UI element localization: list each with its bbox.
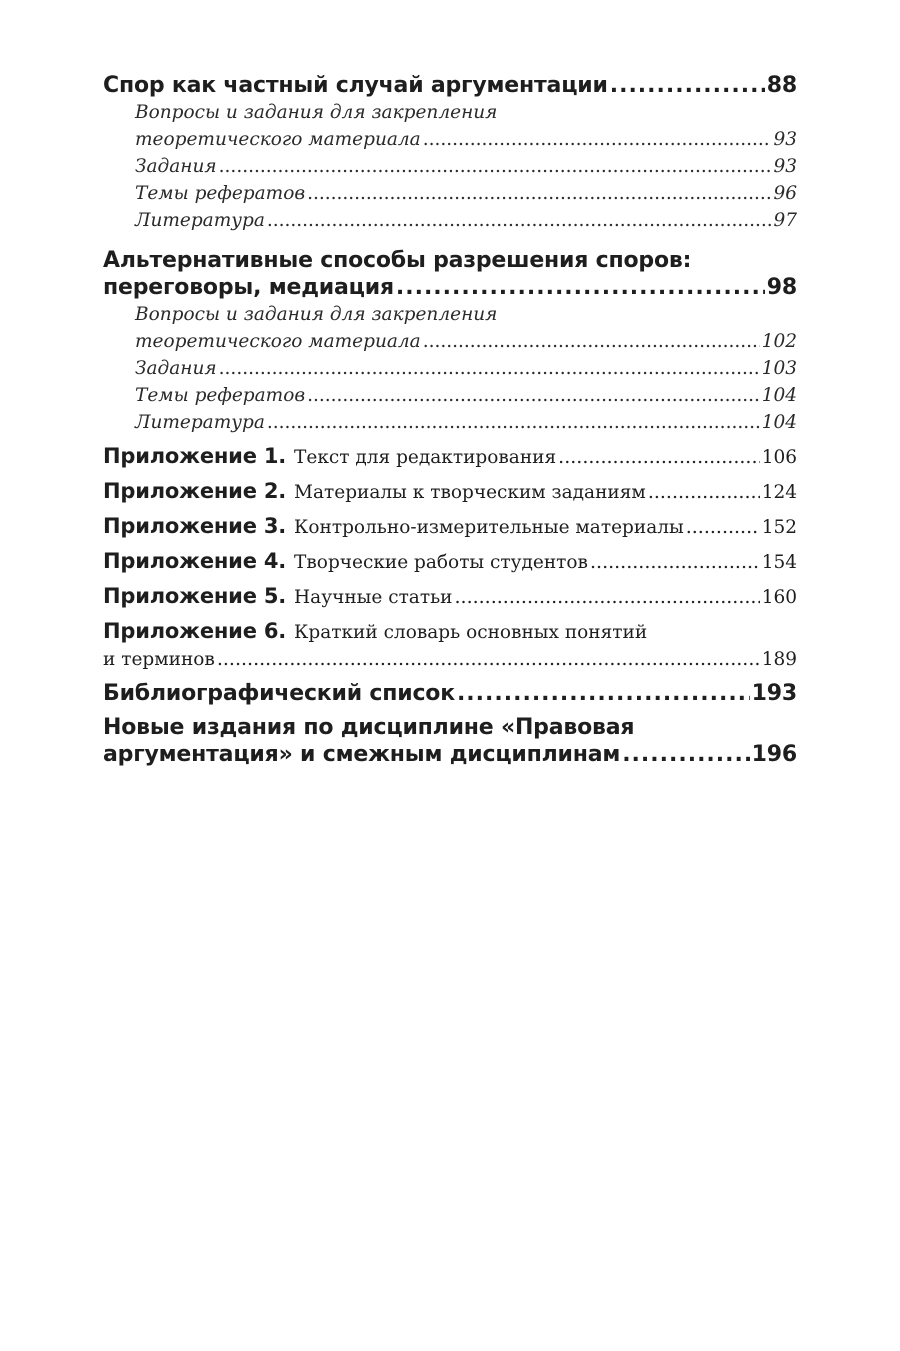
toc-entry-title: Контрольно-измерительные материалы <box>294 517 684 538</box>
toc-entry-title: Спор как частный случай аргументации <box>103 73 608 98</box>
leader-dots <box>423 328 760 355</box>
leader-dots <box>267 207 772 234</box>
toc-entry-title: Темы рефератов <box>135 385 306 406</box>
leader-dots <box>307 382 760 409</box>
appendix-label: Приложение 2. <box>103 479 287 503</box>
toc-entry-subsection[interactable] <box>103 382 797 409</box>
leader-dots <box>396 274 765 301</box>
toc-page-number: 154 <box>761 552 797 573</box>
toc-page-number: 193 <box>751 681 797 706</box>
toc-entry-subsection[interactable] <box>103 301 797 355</box>
toc-entry-title: Научные статьи <box>294 587 453 608</box>
toc-entry-title: теоретического материала <box>135 129 421 150</box>
leader-dots <box>219 153 772 180</box>
leader-dots <box>686 514 760 541</box>
toc-entry-chapter[interactable] <box>103 72 797 99</box>
leader-dots <box>610 72 765 99</box>
toc-entry-title: и терминов <box>103 649 215 670</box>
toc-entry-title: Библиографический список <box>103 681 455 706</box>
leader-dots <box>558 444 760 471</box>
toc-entry-subsection[interactable] <box>103 355 797 382</box>
toc-entry-appendix[interactable] <box>103 443 797 471</box>
toc-entry-subsection[interactable] <box>103 180 797 207</box>
appendix-label: Приложение 1. <box>103 444 287 468</box>
toc-entry-title: Вопросы и задания для закрепления <box>135 304 498 325</box>
toc-page-number: 124 <box>761 482 797 503</box>
toc-entry-bibliography[interactable] <box>103 680 797 707</box>
toc-entry-title: Литература <box>135 412 265 433</box>
toc-entry-appendix[interactable] <box>103 618 797 673</box>
toc-entry-appendix[interactable] <box>103 548 797 576</box>
toc-page-number: 98 <box>766 275 797 300</box>
toc-page-number: 189 <box>761 649 797 670</box>
toc-entry-title: Задания <box>135 358 217 379</box>
toc-page-number: 93 <box>773 156 797 177</box>
toc-entry-title: теоретического материала <box>135 331 421 352</box>
toc-entry-chapter[interactable] <box>103 247 797 301</box>
appendix-label: Приложение 4. <box>103 549 287 573</box>
toc-page-number: 102 <box>761 331 797 352</box>
leader-dots <box>457 680 750 707</box>
table-of-contents <box>103 72 797 768</box>
leader-dots <box>454 584 759 611</box>
toc-page-number: 196 <box>751 742 797 767</box>
appendix-label: Приложение 5. <box>103 584 287 608</box>
leader-dots <box>217 646 760 673</box>
toc-entry-new-editions[interactable] <box>103 714 797 768</box>
toc-page-number: 96 <box>773 183 797 204</box>
toc-page-number: 104 <box>761 385 797 406</box>
toc-entry-title: Текст для редактирования <box>294 447 557 468</box>
toc-entry-subsection[interactable] <box>103 207 797 234</box>
toc-entry-subsection[interactable] <box>103 99 797 153</box>
toc-entry-title: переговоры, медиация <box>103 275 394 300</box>
toc-page-number: 152 <box>761 517 797 538</box>
toc-entry-appendix[interactable] <box>103 513 797 541</box>
toc-entry-title: Краткий словарь основных понятий <box>294 622 648 643</box>
toc-page-number: 88 <box>766 73 797 98</box>
toc-page-number: 97 <box>773 210 797 231</box>
toc-page-number: 93 <box>773 129 797 150</box>
leader-dots <box>423 126 772 153</box>
toc-entry-title: Темы рефератов <box>135 183 306 204</box>
leader-dots <box>219 355 760 382</box>
leader-dots <box>648 479 760 506</box>
toc-entry-title: Вопросы и задания для закрепления <box>135 102 498 123</box>
toc-entry-appendix[interactable] <box>103 478 797 506</box>
toc-entry-title: Задания <box>135 156 217 177</box>
leader-dots <box>307 180 771 207</box>
leader-dots <box>590 549 760 576</box>
appendix-label: Приложение 3. <box>103 514 287 538</box>
toc-page-number: 106 <box>761 447 797 468</box>
toc-entry-title: Новые издания по дисциплине «Правовая <box>103 715 635 740</box>
toc-entry-subsection[interactable] <box>103 153 797 180</box>
appendix-label: Приложение 6. <box>103 619 287 643</box>
toc-entry-subsection[interactable] <box>103 409 797 436</box>
toc-page-number: 104 <box>761 412 797 433</box>
toc-entry-appendix[interactable] <box>103 583 797 611</box>
toc-page-number: 103 <box>761 358 797 379</box>
toc-entry-title: Творческие работы студентов <box>294 552 588 573</box>
leader-dots <box>622 741 749 768</box>
leader-dots <box>267 409 760 436</box>
toc-entry-title: Альтернативные способы разрешения споров: <box>103 248 692 273</box>
toc-entry-title: Литература <box>135 210 265 231</box>
toc-page-number: 160 <box>761 587 797 608</box>
toc-entry-title: Материалы к творческим заданиям <box>294 482 646 503</box>
toc-entry-title: аргументация» и смежным дисциплинам <box>103 742 621 767</box>
